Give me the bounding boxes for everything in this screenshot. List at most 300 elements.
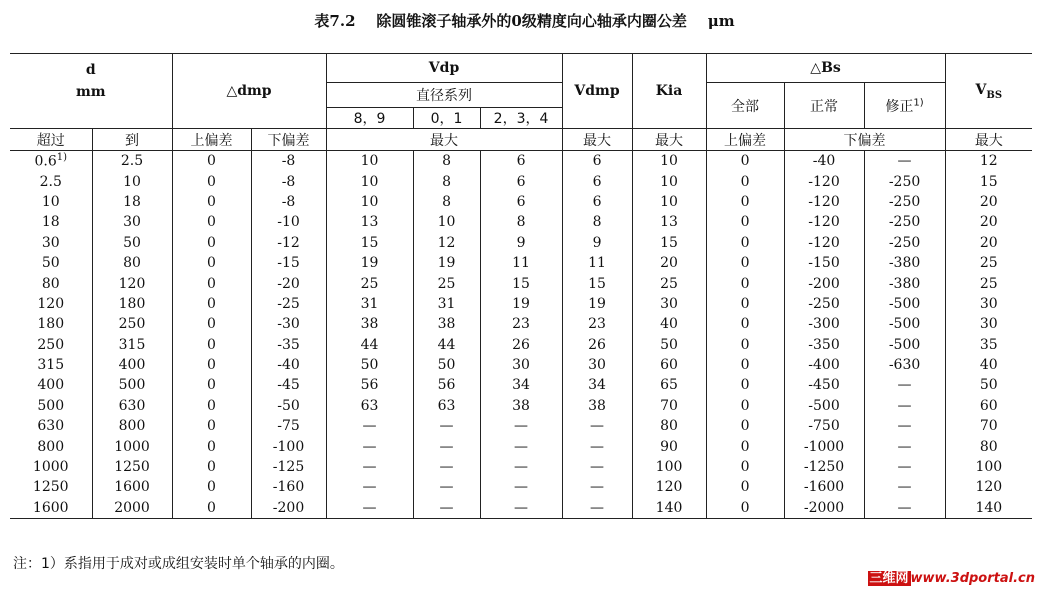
cell-value: 9 [592, 234, 602, 251]
table-row [10, 192, 1032, 212]
cell-value: 0 [740, 255, 750, 272]
table-cell [10, 212, 92, 232]
cell-value: -1250 [803, 459, 845, 476]
table-cell [945, 233, 1032, 253]
vdp-max-header: 最大 [326, 129, 562, 151]
d-unit: mm [75, 83, 106, 100]
watermark-url: www.3dportal.cn [910, 571, 1035, 586]
cell-value: -300 [808, 316, 840, 333]
table-cell [706, 192, 784, 212]
cell-value: 250 [37, 336, 65, 353]
table-cell [92, 436, 172, 456]
footnote-mark: 1) [56, 152, 68, 164]
cell-value: 0 [740, 275, 750, 292]
cell-value: -250 [888, 193, 921, 210]
cell-value: 800 [118, 418, 146, 435]
table-cell [326, 273, 413, 293]
table-cell [706, 233, 784, 253]
cell-value: 65 [660, 377, 678, 394]
table-cell [251, 498, 326, 519]
table-cell [172, 171, 251, 191]
table-cell [706, 335, 784, 355]
table-cell [251, 335, 326, 355]
cell-value: 44 [360, 336, 379, 353]
cell-value: 6 [592, 173, 602, 190]
table-cell [864, 253, 945, 273]
cell-value: -1600 [803, 479, 845, 496]
table-cell [10, 273, 92, 293]
kia-max-header: 最大 [632, 129, 706, 151]
watermark [868, 567, 1036, 586]
table-cell [92, 192, 172, 212]
cell-value: -2000 [803, 499, 845, 516]
cell-value: 50 [123, 234, 141, 251]
cell-value: 0 [207, 459, 216, 476]
table-cell [480, 294, 562, 314]
table-cell [562, 212, 632, 232]
table-cell [326, 171, 413, 191]
cell-value: 0.6 [34, 154, 57, 171]
cell-value: -160 [272, 479, 305, 496]
table-cell [413, 192, 480, 212]
cell-value: -40 [812, 153, 836, 170]
cell-value: 80 [979, 438, 998, 455]
cell-value: 0 [207, 193, 216, 210]
table-row [10, 171, 1032, 191]
cell-value: 20 [979, 234, 998, 251]
table-cell [864, 314, 945, 334]
table-cell [632, 335, 706, 355]
cell-value: 23 [588, 316, 606, 333]
cell-value: 34 [512, 377, 530, 394]
cell-value: 315 [118, 336, 146, 353]
table-cell [864, 233, 945, 253]
table-cell [92, 212, 172, 232]
cell-value: -10 [277, 214, 300, 231]
cell-value: — [897, 438, 912, 455]
table-cell [326, 314, 413, 334]
table-header [10, 54, 1032, 151]
cell-value: -1000 [803, 438, 845, 455]
table-cell [945, 253, 1032, 273]
table-cell [864, 396, 945, 416]
table-cell [10, 192, 92, 212]
table-cell [562, 416, 632, 436]
table-cell [784, 355, 864, 375]
table-cell [326, 253, 413, 273]
cell-value: 56 [437, 377, 456, 394]
cell-value: 0 [207, 499, 216, 516]
table-cell [413, 151, 480, 172]
cell-value: 0 [207, 357, 216, 374]
table-cell [480, 375, 562, 395]
cell-value: 6 [592, 153, 602, 170]
cell-value: — [439, 438, 454, 455]
table-cell [562, 233, 632, 253]
normal-header: 正常 [784, 83, 864, 129]
table-cell [326, 457, 413, 477]
table-cell [413, 396, 480, 416]
cell-value: -25 [277, 295, 300, 312]
table-cell [706, 477, 784, 497]
cell-value: 0 [740, 357, 750, 374]
cell-value: 60 [660, 357, 678, 374]
table-cell [706, 314, 784, 334]
cell-value: 56 [360, 377, 379, 394]
d-header [10, 54, 172, 108]
cell-value: 20 [979, 214, 998, 231]
cell-value: 31 [360, 295, 379, 312]
table-cell [251, 375, 326, 395]
table-cell [945, 436, 1032, 456]
table-row [10, 212, 1032, 232]
table-cell [480, 151, 562, 172]
table-cell [784, 253, 864, 273]
cell-value: -630 [888, 357, 921, 374]
vbs-subscript: BS [986, 89, 1003, 101]
cell-value: -250 [888, 173, 921, 190]
cell-value: 6 [516, 193, 526, 210]
cell-value: 19 [588, 295, 606, 312]
table-cell [632, 212, 706, 232]
table-cell [413, 436, 480, 456]
cell-value: 0 [207, 173, 216, 190]
watermark-cn: 三维网 [869, 571, 909, 586]
table-cell [784, 294, 864, 314]
table-cell [864, 294, 945, 314]
ds1-header: 8，9 [326, 108, 413, 129]
table-cell [945, 416, 1032, 436]
cell-value: 2.5 [120, 153, 144, 170]
d-label: d [85, 61, 96, 78]
table-cell [864, 171, 945, 191]
table-cell [326, 192, 413, 212]
table-cell [251, 233, 326, 253]
table-cell [172, 192, 251, 212]
cell-value: 1000 [114, 438, 150, 455]
cell-value: 18 [123, 193, 141, 210]
cell-value: 19 [437, 255, 456, 272]
table-cell [326, 375, 413, 395]
cell-value: 70 [979, 418, 998, 435]
cell-value: 38 [588, 397, 606, 414]
cell-value: 0 [207, 438, 216, 455]
modified-label: 修正 [885, 98, 914, 115]
table-cell [92, 171, 172, 191]
cell-value: 25 [979, 255, 998, 272]
table-cell [92, 273, 172, 293]
table-cell [10, 253, 92, 273]
table-cell [10, 151, 92, 172]
cell-value: -120 [808, 234, 840, 251]
cell-value: -250 [888, 234, 921, 251]
table-cell [92, 253, 172, 273]
cell-value: 38 [360, 316, 379, 333]
table-cell [945, 212, 1032, 232]
table-cell [172, 477, 251, 497]
cell-value: 10 [437, 214, 456, 231]
cell-value: 25 [979, 275, 998, 292]
vbs-label: V [975, 81, 987, 98]
table-cell [864, 498, 945, 519]
table-cell [480, 355, 562, 375]
cell-value: — [590, 438, 605, 455]
table-cell [480, 335, 562, 355]
cell-value: 500 [118, 377, 146, 394]
table-cell [480, 396, 562, 416]
cell-value: — [439, 418, 454, 435]
table-cell [251, 457, 326, 477]
cell-value: 31 [437, 295, 456, 312]
table-cell [784, 233, 864, 253]
cell-value: — [439, 479, 454, 496]
cell-value: 34 [588, 377, 606, 394]
cell-value: 0 [207, 377, 216, 394]
cell-value: 30 [588, 357, 606, 374]
cell-value: 80 [123, 255, 141, 272]
table-cell [706, 396, 784, 416]
cell-value: 0 [740, 153, 750, 170]
table-cell [172, 233, 251, 253]
table-cell [251, 436, 326, 456]
cell-value: 120 [37, 295, 65, 312]
table-cell [326, 416, 413, 436]
cell-value: 23 [512, 316, 530, 333]
bs-lower-header: 下偏差 [784, 129, 945, 151]
table-cell [784, 498, 864, 519]
cell-value: 1250 [32, 479, 69, 496]
table-cell [632, 294, 706, 314]
table-cell [945, 355, 1032, 375]
table-cell [784, 171, 864, 191]
cell-value: 0 [207, 214, 216, 231]
all-header: 全部 [706, 83, 784, 129]
table-cell [413, 355, 480, 375]
table-cell [326, 355, 413, 375]
cell-value: -35 [277, 336, 300, 353]
table-cell [10, 355, 92, 375]
table-cell [945, 335, 1032, 355]
cell-value: 90 [660, 438, 678, 455]
table-cell [413, 314, 480, 334]
cell-value: — [590, 479, 605, 496]
cell-value: 250 [118, 316, 146, 333]
cell-value: 13 [360, 214, 379, 231]
cell-value: — [897, 418, 912, 435]
table-cell [251, 151, 326, 172]
table-cell [92, 335, 172, 355]
table-cell [784, 192, 864, 212]
table-cell [706, 498, 784, 519]
table-cell [945, 314, 1032, 334]
cell-value: -120 [808, 214, 840, 231]
cell-value: 15 [360, 234, 379, 251]
table-cell [172, 457, 251, 477]
table-cell [562, 253, 632, 273]
cell-value: 20 [979, 193, 998, 210]
cell-value: -200 [272, 499, 305, 516]
table-cell [413, 212, 480, 232]
table-cell [945, 457, 1032, 477]
table-cell [864, 355, 945, 375]
cell-value: 40 [660, 316, 678, 333]
table-cell [92, 416, 172, 436]
cell-value: — [514, 499, 529, 516]
table-cell [706, 171, 784, 191]
table-row [10, 273, 1032, 293]
cell-value: 50 [660, 336, 678, 353]
table-cell [480, 457, 562, 477]
modified-footnote-mark: 1) [913, 96, 924, 108]
cell-value: 0 [740, 193, 750, 210]
cell-value: 120 [655, 479, 683, 496]
table-cell [562, 436, 632, 456]
table-row [10, 498, 1032, 519]
cell-value: 0 [207, 153, 216, 170]
cell-value: 180 [37, 316, 65, 333]
cell-value: 2.5 [39, 173, 62, 190]
cell-value: 15 [660, 234, 678, 251]
cell-value: 0 [207, 295, 216, 312]
table-cell [562, 396, 632, 416]
cell-value: 10 [360, 173, 379, 190]
cell-value: 180 [118, 295, 146, 312]
table-cell [562, 355, 632, 375]
cell-value: — [897, 499, 912, 516]
table-cell [326, 436, 413, 456]
cell-value: 1600 [114, 479, 150, 496]
table-cell [10, 294, 92, 314]
cell-value: — [514, 418, 529, 435]
cell-value: -50 [277, 397, 300, 414]
cell-value: 30 [979, 295, 998, 312]
cell-value: 0 [740, 479, 750, 496]
table-cell [706, 273, 784, 293]
table-cell [413, 498, 480, 519]
table-cell [251, 253, 326, 273]
table-cell [706, 457, 784, 477]
cell-value: 35 [979, 336, 998, 353]
table-cell [480, 314, 562, 334]
cell-value: — [514, 459, 529, 476]
bs-header: △Bs [706, 54, 945, 83]
table-cell [632, 171, 706, 191]
cell-value: 0 [207, 316, 216, 333]
cell-value: 0 [740, 377, 750, 394]
table-cell [92, 294, 172, 314]
table-cell [562, 335, 632, 355]
table-cell [864, 273, 945, 293]
cell-value: — [897, 459, 912, 476]
table-cell [326, 151, 413, 172]
cell-value: 1000 [32, 459, 69, 476]
cell-value: — [897, 377, 912, 394]
vdmp-header: Vdmp [562, 54, 632, 129]
table-cell [632, 273, 706, 293]
cell-value: 500 [37, 397, 65, 414]
cell-value: -75 [277, 418, 300, 435]
table-title: 表7.2 除圆锥滚子轴承外的0级精度向心轴承内圈公差 μm [314, 12, 735, 30]
table-cell [784, 416, 864, 436]
table-cell [413, 457, 480, 477]
table-cell [480, 273, 562, 293]
table-cell [480, 253, 562, 273]
cell-value: — [590, 418, 605, 435]
table-cell [480, 171, 562, 191]
cell-value: — [514, 438, 529, 455]
table-cell [945, 477, 1032, 497]
cell-value: 100 [975, 459, 1003, 476]
modified-header [864, 83, 945, 129]
table-cell [326, 294, 413, 314]
bs-upper-header: 上偏差 [706, 129, 784, 151]
table-cell [251, 171, 326, 191]
table-cell [10, 171, 92, 191]
table-cell [632, 355, 706, 375]
table-cell [172, 396, 251, 416]
cell-value: 1600 [32, 499, 69, 516]
cell-value: 18 [41, 214, 60, 231]
table-cell [326, 396, 413, 416]
table-cell [864, 416, 945, 436]
cell-value: 0 [207, 418, 216, 435]
table-row [10, 253, 1032, 273]
table-cell [413, 477, 480, 497]
cell-value: -45 [277, 377, 300, 394]
table-cell [784, 212, 864, 232]
cell-value: — [362, 459, 377, 476]
cell-value: 12 [979, 153, 998, 170]
table-cell [413, 253, 480, 273]
cell-value: 2000 [114, 499, 150, 516]
table-cell [172, 273, 251, 293]
table-cell [326, 498, 413, 519]
cell-value: — [897, 397, 912, 414]
table-cell [784, 273, 864, 293]
table-cell [632, 498, 706, 519]
table-cell [480, 498, 562, 519]
table-cell [10, 436, 92, 456]
table-cell [784, 436, 864, 456]
vdp-header: Vdp [326, 54, 562, 83]
d-spacer [10, 108, 172, 129]
cell-value: -8 [281, 153, 296, 170]
table-row [10, 375, 1032, 395]
cell-value: 140 [975, 499, 1003, 516]
table-cell [172, 212, 251, 232]
cell-value: -400 [808, 357, 840, 374]
cell-value: -8 [281, 173, 296, 190]
cell-value: 0 [207, 275, 216, 292]
table-cell [706, 416, 784, 436]
cell-value: 63 [360, 397, 379, 414]
table-cell [172, 151, 251, 172]
table-cell [326, 212, 413, 232]
cell-value: -120 [808, 193, 840, 210]
cell-value: 400 [118, 357, 146, 374]
table-cell [632, 457, 706, 477]
table-cell [251, 396, 326, 416]
table-cell [480, 192, 562, 212]
cell-value: 44 [437, 336, 456, 353]
table-cell [172, 498, 251, 519]
cell-value: 140 [655, 499, 683, 516]
cell-value: 8 [442, 193, 451, 210]
cell-value: 1250 [114, 459, 150, 476]
cell-value: 30 [660, 295, 678, 312]
cell-value: 50 [360, 357, 379, 374]
cell-value: 20 [660, 255, 678, 272]
